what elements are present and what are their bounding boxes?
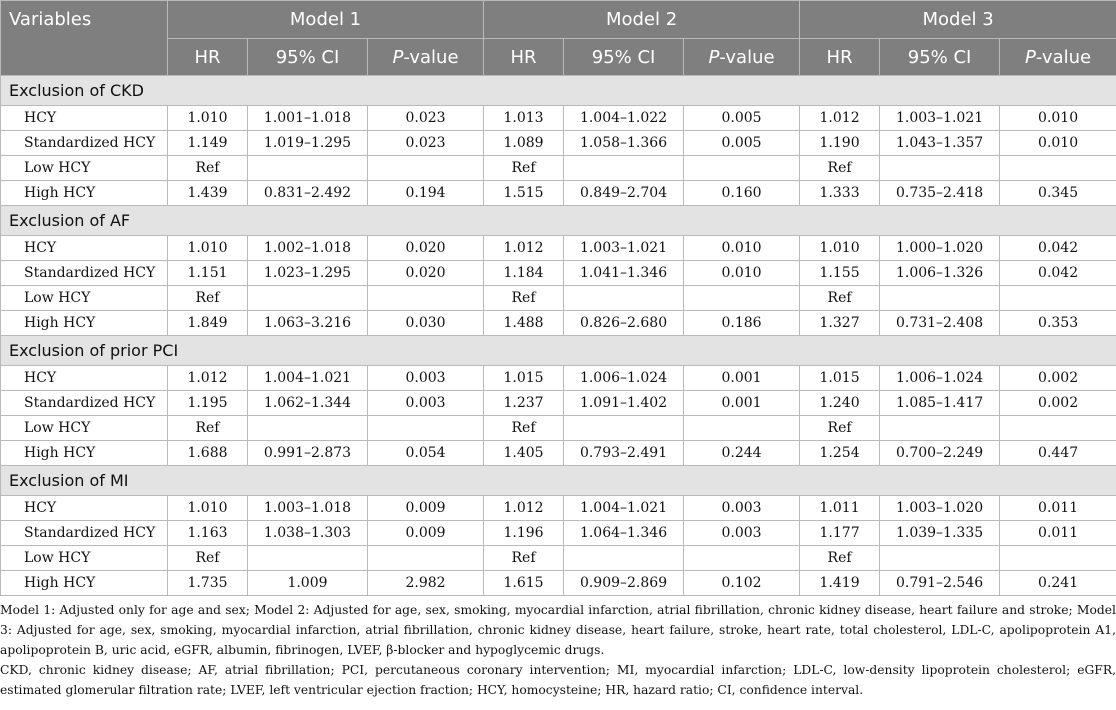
row-label: Standardized HCY [1,131,168,156]
hr-header: HR [484,39,564,76]
table-row [1,156,1116,181]
table-cell: 1.615 [484,571,564,596]
table-cell: 1.038–1.303 [248,521,368,546]
table-cell: 1.010 [168,236,248,261]
table-cell [1000,286,1116,311]
row-label: Low HCY [1,156,168,181]
table-cell: 0.003 [368,391,484,416]
hr-header: HR [168,39,248,76]
table-cell: 0.826–2.680 [564,311,684,336]
section-header-row [1,336,1116,366]
section-title: Exclusion of AF [1,206,1116,236]
table-cell: 1.327 [800,311,880,336]
table-cell: 1.004–1.022 [564,106,684,131]
table-cell: 0.009 [368,496,484,521]
table-row [1,546,1116,571]
table-cell: 1.439 [168,181,248,206]
header-row-models [1,1,1116,39]
table-cell: 1.039–1.335 [880,521,1000,546]
table-row [1,391,1116,416]
section-title: Exclusion of prior PCI [1,336,1116,366]
table-cell: 1.006–1.024 [880,366,1000,391]
table-cell: 1.015 [484,366,564,391]
table-cell [684,286,800,311]
table-cell [248,156,368,181]
table-cell: 1.688 [168,441,248,466]
table-cell [880,156,1000,181]
table-cell: 1.010 [168,496,248,521]
table-cell: Ref [168,156,248,181]
ci-header: 95% CI [880,39,1000,76]
table-cell: 0.345 [1000,181,1116,206]
section-title: Exclusion of MI [1,466,1116,496]
table-cell: Ref [484,286,564,311]
table-cell: 1.006–1.326 [880,261,1000,286]
table-cell: Ref [800,286,880,311]
row-label: Standardized HCY [1,391,168,416]
row-label: Low HCY [1,416,168,441]
table-cell: 1.012 [484,496,564,521]
table-cell: 0.010 [1000,131,1116,156]
table-row [1,366,1116,391]
table-row [1,106,1116,131]
table-cell: 0.010 [684,236,800,261]
table-cell: 0.005 [684,131,800,156]
row-label: HCY [1,106,168,131]
table-cell: 0.793–2.491 [564,441,684,466]
table-cell: 0.011 [1000,496,1116,521]
row-label: High HCY [1,441,168,466]
table-cell: 0.010 [1000,106,1116,131]
table-cell: 1.089 [484,131,564,156]
section-header-row [1,206,1116,236]
table-cell [248,286,368,311]
table-cell: Ref [800,156,880,181]
table-cell: 1.004–1.021 [564,496,684,521]
table-cell: 1.190 [800,131,880,156]
table-row [1,286,1116,311]
table-cell: 1.151 [168,261,248,286]
table-cell: Ref [484,416,564,441]
section-header-row [1,76,1116,106]
table-cell: 1.405 [484,441,564,466]
table-cell: 0.001 [684,366,800,391]
table-cell [564,286,684,311]
table-cell: 1.064–1.346 [564,521,684,546]
table-cell: 1.003–1.018 [248,496,368,521]
table-row [1,521,1116,546]
table-cell: 0.054 [368,441,484,466]
table-row [1,441,1116,466]
table-row [1,496,1116,521]
table-cell: 0.731–2.408 [880,311,1000,336]
table-cell: Ref [800,416,880,441]
row-label: High HCY [1,571,168,596]
table-cell: 0.991–2.873 [248,441,368,466]
table-cell: 0.909–2.869 [564,571,684,596]
table-cell: 1.196 [484,521,564,546]
table-cell: 0.020 [368,236,484,261]
table-cell [564,546,684,571]
table-cell: 0.001 [684,391,800,416]
table-cell: 1.002–1.018 [248,236,368,261]
table-cell: 0.005 [684,106,800,131]
table-cell: 2.982 [368,571,484,596]
table-cell: 1.091–1.402 [564,391,684,416]
table-row [1,236,1116,261]
model-3-header: Model 3 [800,1,1116,39]
table-cell [684,156,800,181]
p-value-header: P-value [1000,39,1116,76]
table-cell: 1.041–1.346 [564,261,684,286]
table-cell: 1.001–1.018 [248,106,368,131]
table-cell: 1.013 [484,106,564,131]
table-cell: 0.002 [1000,366,1116,391]
table-cell [368,416,484,441]
table-cell: 0.160 [684,181,800,206]
table-cell: Ref [168,286,248,311]
row-label: Low HCY [1,286,168,311]
table-cell [368,156,484,181]
table-cell: 0.353 [1000,311,1116,336]
table-cell: 1.333 [800,181,880,206]
table-cell: 1.515 [484,181,564,206]
p-value-header: P-value [368,39,484,76]
table-cell: 1.010 [800,236,880,261]
table-cell: 1.000–1.020 [880,236,1000,261]
header-row-columns [1,39,1116,76]
table-row [1,261,1116,286]
table-cell: 1.011 [800,496,880,521]
row-label: HCY [1,236,168,261]
table-cell: Ref [168,546,248,571]
table-cell: 0.042 [1000,261,1116,286]
footnotes [0,600,1116,700]
table-cell: 1.195 [168,391,248,416]
table-cell: 0.831–2.492 [248,181,368,206]
table-cell: 1.184 [484,261,564,286]
table-row [1,181,1116,206]
table-cell: 0.009 [368,521,484,546]
table-cell: 1.012 [168,366,248,391]
table-cell [880,416,1000,441]
table-cell: 0.020 [368,261,484,286]
table-cell: 1.488 [484,311,564,336]
table-cell: 1.003–1.021 [564,236,684,261]
table-cell [368,286,484,311]
table-cell: 1.012 [800,106,880,131]
table-cell: Ref [484,156,564,181]
table-cell: 1.019–1.295 [248,131,368,156]
table-cell: 1.155 [800,261,880,286]
row-label: Standardized HCY [1,261,168,286]
table-cell: 1.058–1.366 [564,131,684,156]
table-cell [248,416,368,441]
model-2-header: Model 2 [484,1,800,39]
footnote-models: Model 1: Adjusted only for age and sex; Model 2: Adjusted for age, sex, smoking, myocardial infarction, atrial fibrillation, chronic kidney disease, heart failure and stroke; Model 3: Adjusted for age, sex, smoking, myocardial infarction, atrial fibrillation, chronic kidney disease, heart failure, stroke, heart rate, total cholesterol, LDL-C, apolipoprotein A1, apolipoprotein B, uric acid, eGFR, albumin, fibrinogen, LVEF, β-blocker and hypoglycemic drugs. [0,603,1116,657]
table-cell: 0.023 [368,131,484,156]
table-cell: 1.012 [484,236,564,261]
table-cell: 1.149 [168,131,248,156]
p-value-header: P-value [684,39,800,76]
table-cell: 1.003–1.020 [880,496,1000,521]
table-cell [564,156,684,181]
table-cell: 1.237 [484,391,564,416]
section-title: Exclusion of CKD [1,76,1116,106]
row-label: HCY [1,496,168,521]
table-cell: 0.011 [1000,521,1116,546]
table-cell: 0.023 [368,106,484,131]
table-cell: 0.003 [684,496,800,521]
footnote-abbreviations: CKD, chronic kidney disease; AF, atrial fibrillation; PCI, percutaneous coronary intervention; MI, myocardial infarction; LDL-C, low-density lipoprotein cholesterol; eGFR, estimated glomerular filtration rate; LVEF, left ventricular ejection fraction; HCY, homocysteine; HR, hazard ratio; CI, confidence interval. [0,663,1116,697]
table-cell: 1.163 [168,521,248,546]
table-cell: 1.062–1.344 [248,391,368,416]
table-cell: 0.735–2.418 [880,181,1000,206]
variables-header: Variables [1,1,168,76]
table-cell: 1.177 [800,521,880,546]
model-1-header: Model 1 [168,1,484,39]
table-cell: 1.735 [168,571,248,596]
table-cell: 1.015 [800,366,880,391]
table-cell [880,546,1000,571]
table-cell: 0.010 [684,261,800,286]
table-cell: 1.254 [800,441,880,466]
table-cell [1000,156,1116,181]
table-cell: 1.004–1.021 [248,366,368,391]
table-cell [1000,546,1116,571]
row-label: High HCY [1,181,168,206]
row-label: HCY [1,366,168,391]
table-cell: 0.447 [1000,441,1116,466]
table-cell: 1.006–1.024 [564,366,684,391]
table-cell: 0.849–2.704 [564,181,684,206]
table-cell [880,286,1000,311]
table-cell [368,546,484,571]
table-cell [564,416,684,441]
table-cell: Ref [484,546,564,571]
table-cell: Ref [168,416,248,441]
table-cell [684,416,800,441]
table-row [1,571,1116,596]
table-cell [248,546,368,571]
table-row [1,311,1116,336]
table-cell: 1.419 [800,571,880,596]
hr-header: HR [800,39,880,76]
ci-header: 95% CI [248,39,368,76]
table-row [1,131,1116,156]
table-cell: 0.042 [1000,236,1116,261]
table-cell: Ref [800,546,880,571]
table-cell [1000,416,1116,441]
section-header-row [1,466,1116,496]
table-cell: 0.186 [684,311,800,336]
table-cell: 0.791–2.546 [880,571,1000,596]
table-cell: 0.244 [684,441,800,466]
table-cell: 1.010 [168,106,248,131]
row-label: Low HCY [1,546,168,571]
row-label: High HCY [1,311,168,336]
table-cell: 0.700–2.249 [880,441,1000,466]
table-cell: 0.194 [368,181,484,206]
row-label: Standardized HCY [1,521,168,546]
table-cell: 1.009 [248,571,368,596]
table-body [1,76,1116,596]
table-cell [684,546,800,571]
table-cell: 0.030 [368,311,484,336]
table-cell: 1.240 [800,391,880,416]
table-cell: 1.063–3.216 [248,311,368,336]
table-cell: 1.023–1.295 [248,261,368,286]
table-cell: 0.002 [1000,391,1116,416]
table-cell: 1.085–1.417 [880,391,1000,416]
ci-header: 95% CI [564,39,684,76]
table-cell: 0.241 [1000,571,1116,596]
table-cell: 1.003–1.021 [880,106,1000,131]
table-cell: 1.043–1.357 [880,131,1000,156]
table-cell: 0.102 [684,571,800,596]
table-cell: 1.849 [168,311,248,336]
table-cell: 0.003 [684,521,800,546]
table-row [1,416,1116,441]
table-cell: 0.003 [368,366,484,391]
